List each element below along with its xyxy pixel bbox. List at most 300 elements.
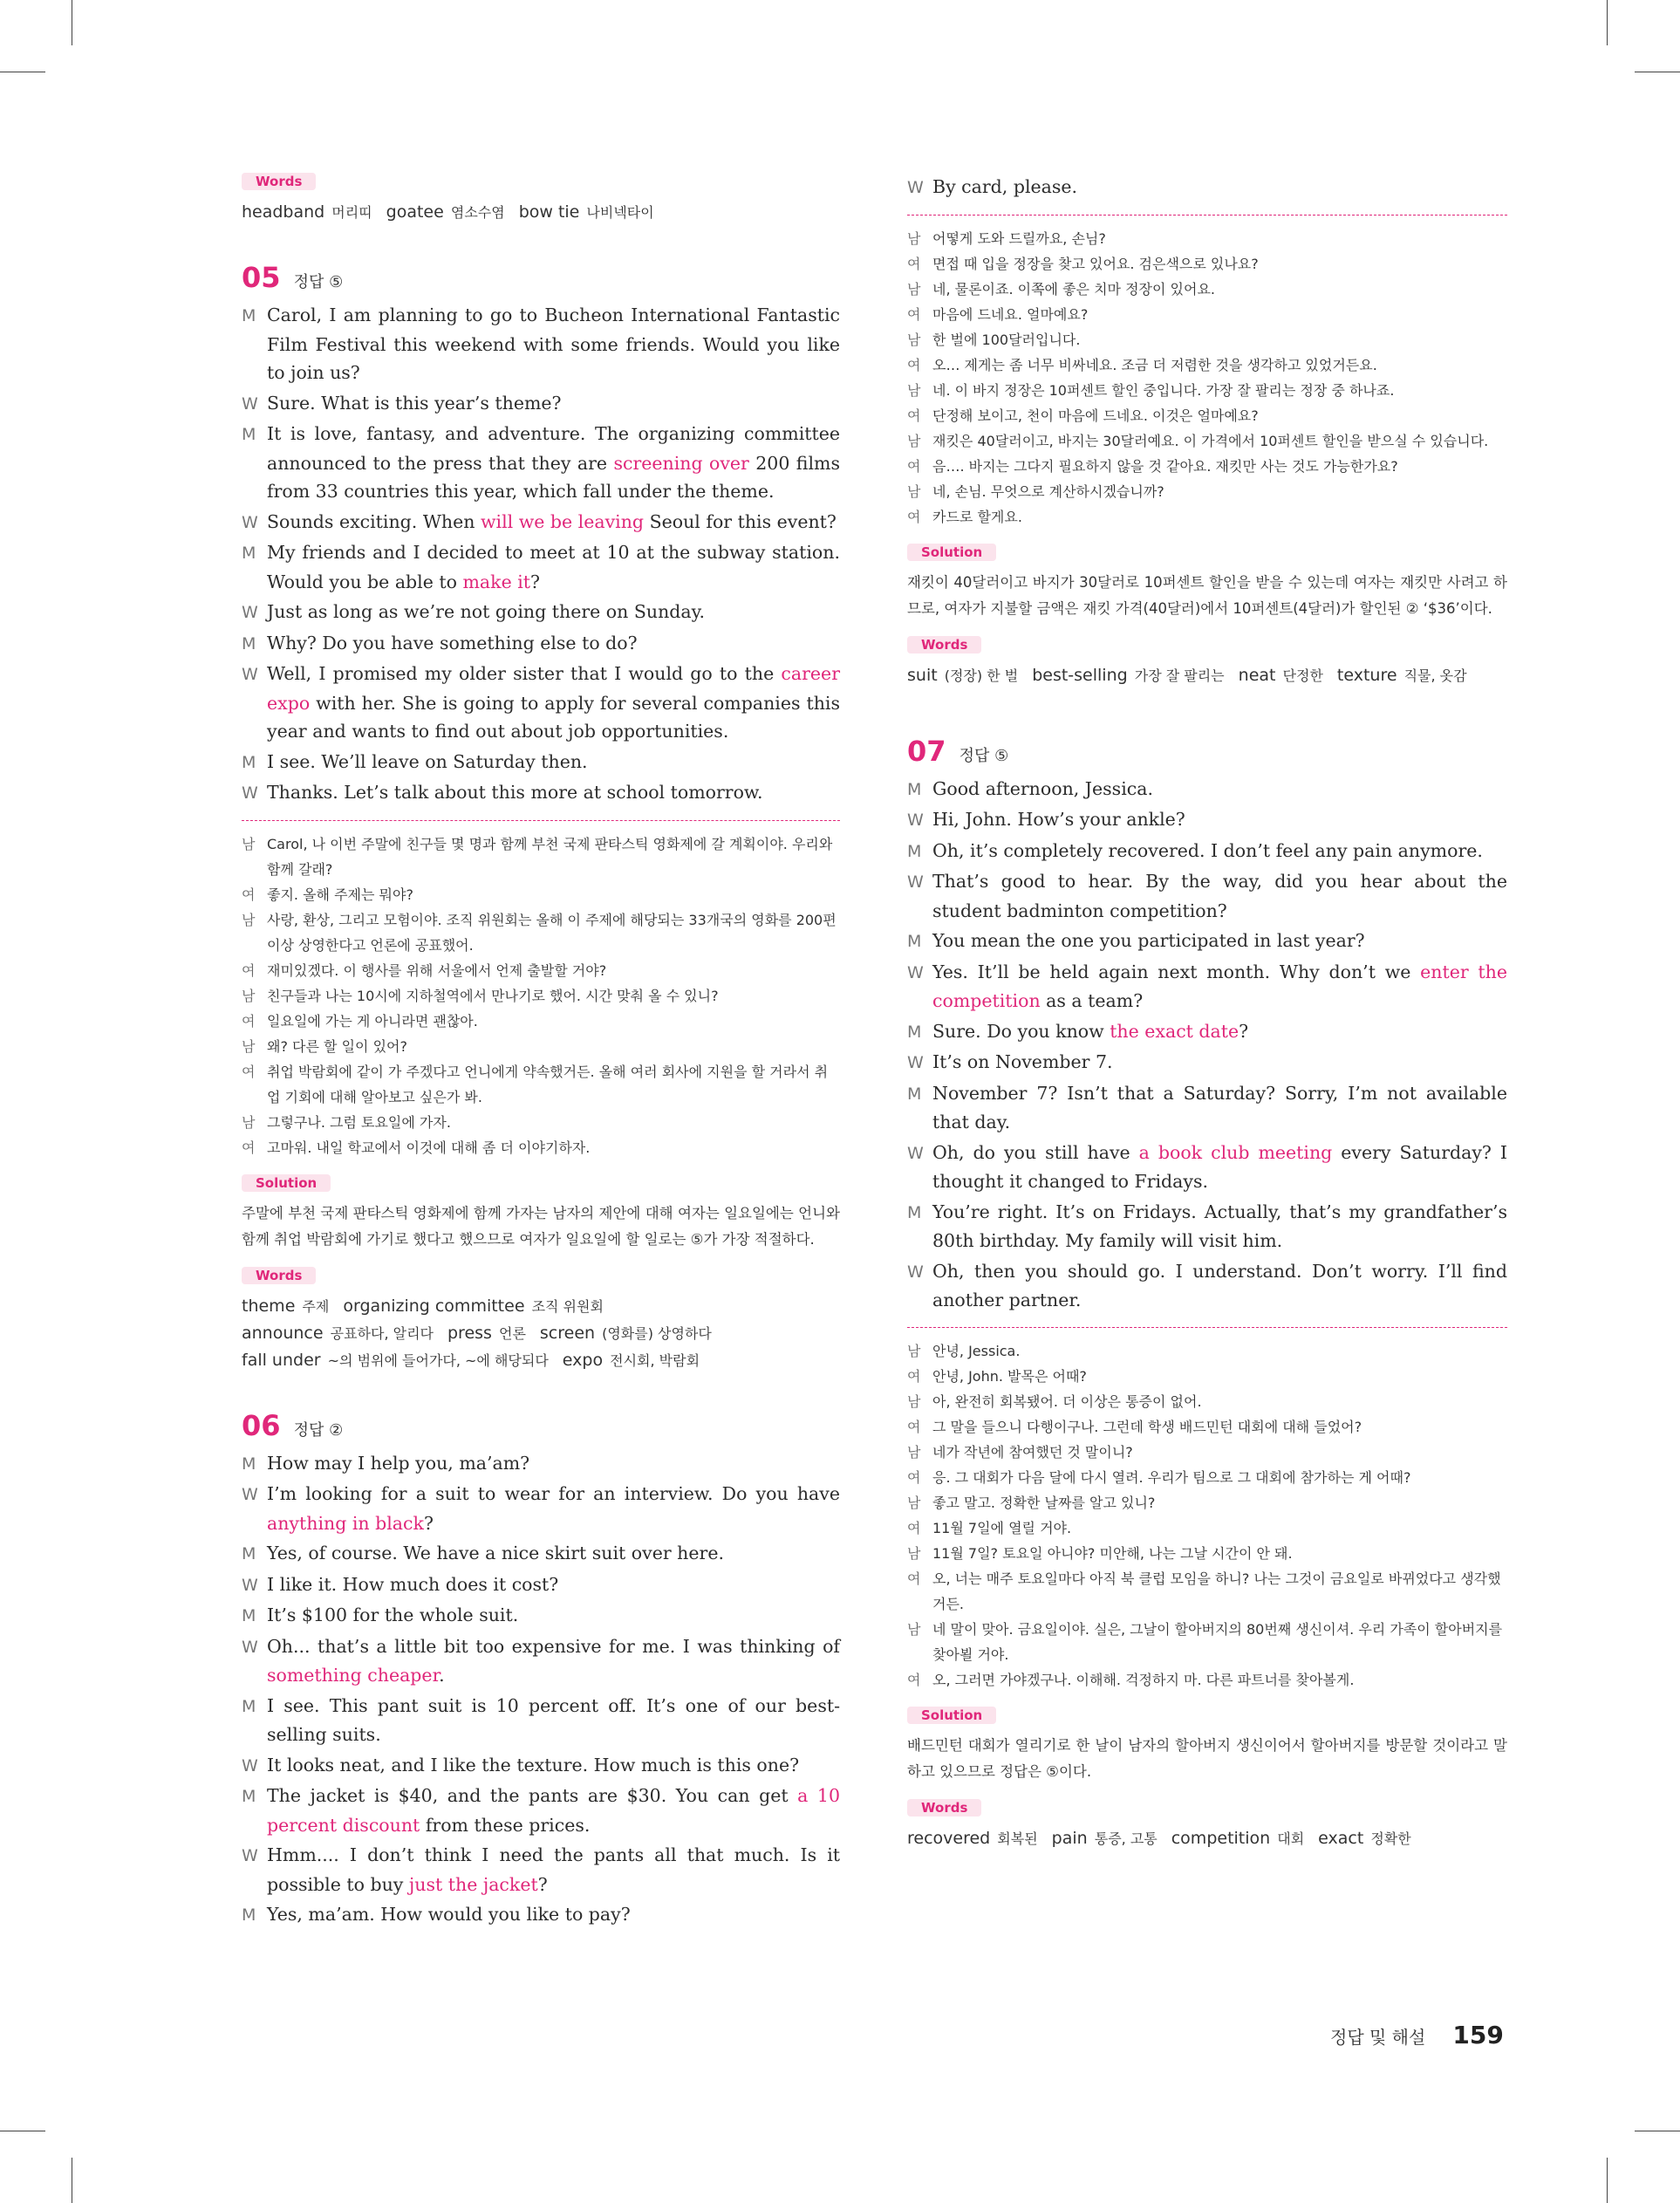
speaker-label: M (242, 1787, 256, 1806)
dialogue-text: By card, please. (932, 176, 1078, 197)
word-en: best-selling (1032, 665, 1133, 685)
speaker-label: 남 (907, 432, 921, 449)
dialogue-line (242, 629, 840, 659)
dialogue-line (907, 837, 1507, 866)
translation-text: 단정해 보이고, 천이 마음에 드네요. 이것은 얼마예요? (932, 407, 1259, 424)
speaker-label: 남 (907, 331, 921, 348)
dialogue-text: It’s on November 7. (932, 1051, 1113, 1072)
dialogue-line (907, 867, 1507, 925)
word-ko: (영화를) 상영하다 (602, 1324, 712, 1342)
highlighted-phrase: career expo (267, 663, 840, 714)
translation-line (907, 226, 1507, 251)
translation-text: 재미있겠다. 이 행사를 위해 서울에서 언제 출발할 거야? (267, 961, 607, 979)
words-line (242, 1293, 840, 1320)
word-en: pain (1051, 1828, 1093, 1848)
words-list (907, 662, 1507, 689)
q07-translation (907, 1338, 1507, 1693)
translation-line (907, 1515, 1507, 1541)
word-ko: 언론 (498, 1324, 526, 1342)
answer-label: 정답 ② (293, 1420, 344, 1440)
words-line (242, 1320, 840, 1347)
q06-solution (907, 544, 1507, 622)
right-column (907, 173, 1507, 1852)
speaker-label: 여 (907, 457, 921, 475)
word-en: neat (1238, 665, 1281, 685)
dialogue-line (907, 927, 1507, 956)
translation-text: 응. 그 대회가 다음 달에 다시 열려. 우리가 팀으로 그 대회에 참가하는 게 어때? (932, 1468, 1411, 1486)
translation-text: 친구들과 나는 10시에 지하철역에서 만나기로 했어. 시간 맞춰 올 수 있니? (267, 987, 719, 1004)
dialogue-text: as a team? (1040, 990, 1144, 1011)
translation-text: 오… 제게는 좀 너무 비싸네요. 조금 더 저렴한 것을 생각하고 있었거든요. (932, 356, 1377, 373)
dialogue-text: Yes, ma’am. How would you like to pay? (267, 1904, 631, 1925)
speaker-label: M (242, 544, 256, 563)
highlighted-phrase: make it (462, 571, 531, 592)
speaker-label: W (242, 665, 258, 684)
translation-line (907, 378, 1507, 403)
word-ko: 대회 (1277, 1830, 1305, 1847)
word-en: theme (242, 1296, 301, 1316)
dialogue-line (242, 1632, 840, 1690)
speaker-label: 남 (907, 1342, 921, 1359)
speaker-label: M (907, 841, 922, 861)
translation-text: 취업 박람회에 같이 가 주겠다고 언니에게 약속했거든. 올해 여러 회사에 지원을 할 거라서 취업 기회에 대해 알아보고 싶은가 봐. (267, 1063, 829, 1105)
speaker-label: W (907, 178, 924, 197)
translation-line (907, 1440, 1507, 1465)
word-en: headband (242, 202, 331, 222)
dialogue-line (907, 1257, 1507, 1315)
highlighted-phrase: anything in black (267, 1512, 424, 1534)
dialogue-text: Oh, then you should go. I understand. Don’t worry. I’ll find another partner. (932, 1260, 1507, 1310)
solution-tag: Solution (242, 1174, 331, 1192)
words-box-top (242, 173, 840, 226)
word-en: organizing committee (343, 1296, 530, 1316)
speaker-label: 남 (907, 280, 921, 298)
dialogue-line (242, 1539, 840, 1569)
translation-text: 카드로 할게요. (932, 508, 1022, 525)
dialogue-text: The jacket is $40, and the pants are $30. You can get (267, 1785, 798, 1806)
translation-line (907, 1338, 1507, 1364)
translation-text: 음…. 바지는 그다지 필요하지 않을 것 같아요. 재킷만 사는 것도 가능한가요? (932, 457, 1398, 475)
word-ko: 직물, 옷감 (1403, 667, 1467, 684)
dialogue-text: You’re right. It’s on Fridays. Actually, that’s my grandfather’s 80th birthday. My family will visit him. (932, 1201, 1507, 1251)
dialogue-text: Oh, do you still have (932, 1141, 1139, 1163)
translation-line (907, 454, 1507, 479)
translation-text: 네 말이 맞아. 금요일이야. 실은, 그날이 할아버지의 80번째 생신이셔. 우리 가족이 할아버지를 찾아뵐 거야. (932, 1620, 1503, 1663)
dialogue-text: I see. We’ll leave on Saturday then. (267, 750, 588, 772)
divider (907, 1327, 1507, 1328)
translation-line (242, 1110, 840, 1135)
speaker-label: 여 (907, 1418, 921, 1435)
page-footer (1330, 2021, 1505, 2049)
translation-text: 면접 때 입을 정장을 찾고 있어요. 검은색으로 있나요? (932, 255, 1259, 272)
dialogue-text: Seoul for this event? (644, 510, 837, 532)
speaker-label: W (907, 811, 924, 830)
speaker-label: M (907, 932, 922, 951)
translation-text: 네. 이 바지 정장은 10퍼센트 할인 중입니다. 가장 잘 팔리는 정장 중 하나죠. (932, 381, 1395, 399)
word-en: press (447, 1323, 497, 1343)
speaker-label: 여 (907, 255, 921, 272)
translation-line (907, 1490, 1507, 1515)
translation-text: 11월 7일에 열릴 거야. (932, 1519, 1072, 1536)
dialogue-line (242, 598, 840, 627)
answer-label: 정답 ⑤ (959, 746, 1009, 765)
dialogue-text: Hmm.... I don’t think I need the pants all that much. Is it possible to buy (267, 1844, 840, 1895)
dialogue-line (242, 1900, 840, 1930)
translation-text: 그 말을 들으니 다행이구나. 그런데 학생 배드민턴 대회에 대해 들었어? (932, 1418, 1362, 1435)
words-tag: Words (907, 1799, 981, 1816)
translation-text: 좋고 말고. 정확한 날짜를 알고 있니? (932, 1494, 1156, 1511)
speaker-label: 남 (907, 1620, 921, 1638)
crop-mark (1607, 0, 1608, 45)
dialogue-text: Well, I promised my older sister that I would go to the (267, 663, 782, 684)
translation-line (242, 1009, 840, 1034)
dialogue-line (242, 1601, 840, 1631)
q07-dialogue (907, 775, 1507, 1315)
dialogue-text: It looks neat, and I like the texture. How much is this one? (267, 1754, 800, 1775)
dialogue-text: You mean the one you participated in last year? (932, 930, 1365, 951)
q06-words (907, 636, 1507, 689)
question-number: 07 (907, 734, 946, 768)
translation-line (907, 1364, 1507, 1389)
translation-text: 안녕, Jessica. (932, 1342, 1021, 1359)
translation-text: 고마워. 내일 학교에서 이것에 대해 좀 더 이야기하자. (267, 1139, 591, 1156)
dialogue-text: Sure. Do you know (932, 1020, 1110, 1042)
speaker-label: W (907, 1262, 924, 1282)
word-ko: 주제 (302, 1297, 330, 1315)
dialogue-text: 200 films from 33 countries this year, which fall under the theme. (267, 452, 840, 502)
question-06-header (242, 1409, 840, 1444)
translation-line (242, 983, 840, 1009)
dialogue-line (242, 301, 840, 387)
speaker-label: W (242, 603, 258, 622)
q06-dialogue (242, 1449, 840, 1930)
dialogue-line (907, 1048, 1507, 1078)
speaker-label: 남 (242, 1037, 256, 1055)
word-en: texture (1336, 665, 1403, 685)
dialogue-line (242, 1751, 840, 1781)
word-ko: ~의 범위에 들어가다, ~에 해당되다 (327, 1351, 549, 1369)
translation-line (907, 352, 1507, 378)
translation-text: Carol, 나 이번 주말에 친구들 몇 명과 함께 부천 국제 판타스틱 영화제에 갈 계획이야. 우리와 함께 갈래? (267, 835, 833, 878)
speaker-label: 여 (907, 1570, 921, 1587)
dialogue-line (242, 1480, 840, 1537)
words-tag: Words (242, 173, 316, 190)
word-en: bow tie (518, 202, 585, 222)
words-tag: Words (907, 636, 981, 653)
dialogue-text: Just as long as we’re not going there on Sunday. (267, 601, 706, 622)
speaker-label: M (242, 1696, 256, 1716)
translation-line (907, 1465, 1507, 1490)
speaker-label: W (242, 1846, 258, 1865)
dialogue-text: Hi, John. How’s your ankle? (932, 809, 1185, 830)
speaker-label: W (907, 872, 924, 892)
speaker-label: M (242, 633, 256, 653)
dialogue-text: every Saturday? I thought it changed to Fridays. (932, 1141, 1508, 1192)
translation-text: 마음에 드네요. 얼마예요? (932, 305, 1089, 323)
translation-text: 아, 완전히 회복됐어. 더 이상은 통증이 없어. (932, 1392, 1202, 1410)
translation-line (242, 831, 840, 882)
word-en: announce (242, 1323, 329, 1343)
highlighted-phrase: a book club meeting (1138, 1141, 1333, 1163)
q05-dialogue (242, 301, 840, 808)
translation-line (907, 428, 1507, 454)
word-ko: (정장) 한 벌 (944, 667, 1019, 684)
translation-text: 한 벌에 100달러입니다. (932, 331, 1081, 348)
solution-text: 재킷이 40달러이고 바지가 30달러로 10퍼센트 할인을 받을 수 있는데 여자는 재킷만 사려고 하므로, 여자가 지불할 금액은 재킷 가격(40달러)에서 10퍼센트(4달러)가 할인된 ② ‘$36’이다. (907, 573, 1507, 617)
highlighted-phrase: enter the competition (932, 961, 1507, 1011)
dialogue-text: Why? Do you have something else to do? (267, 632, 638, 653)
word-ko: 나비넥타이 (586, 204, 654, 221)
speaker-label: W (907, 1143, 924, 1163)
translation-text: 일요일에 가는 게 아니라면 괜찮아. (267, 1012, 478, 1030)
translation-text: 그렇구나. 그럼 토요일에 가자. (267, 1113, 451, 1131)
q05-words (242, 1267, 840, 1374)
q07-solution (907, 1707, 1507, 1785)
translation-text: 11월 7일? 토요일 아니야? 미안해, 나는 그날 시간이 안 돼. (932, 1544, 1293, 1562)
translation-text: 어떻게 도와 드릴까요, 손님? (932, 229, 1106, 247)
words-line (242, 199, 840, 226)
translation-line (907, 251, 1507, 277)
translation-line (907, 504, 1507, 530)
dialogue-text: from these prices. (420, 1814, 591, 1836)
translation-line (242, 1135, 840, 1160)
dialogue-text: with her. She is going to apply for several companies this year and wants to find out about job opportunities. (267, 692, 840, 742)
highlighted-phrase: a 10 percent discount (267, 1785, 841, 1836)
highlighted-phrase: the exact date (1110, 1020, 1240, 1042)
dialogue-line (907, 1139, 1507, 1196)
dialogue-text: How may I help you, ma’am? (267, 1452, 530, 1474)
speaker-label: 남 (907, 229, 921, 247)
dialogue-text: I see. This pant suit is 10 percent off. It’s one of our best-selling suits. (267, 1694, 840, 1745)
speaker-label: M (242, 306, 256, 325)
dialogue-line (242, 1570, 840, 1600)
speaker-label: 여 (907, 305, 921, 323)
speaker-label: 여 (242, 1063, 256, 1080)
translation-line (907, 403, 1507, 428)
dialogue-text: ? (423, 1512, 434, 1534)
crop-mark (1607, 2158, 1608, 2203)
speaker-label: M (907, 1022, 922, 1042)
q06-dialogue-continued (907, 173, 1507, 202)
dialogue-line (242, 1782, 840, 1839)
speaker-label: M (907, 779, 922, 799)
dialogue-text: ? (530, 571, 541, 592)
words-list (242, 1293, 840, 1374)
speaker-label: 여 (907, 1671, 921, 1688)
dialogue-text: Oh... that’s a little bit too expensive for me. I was thinking of (267, 1635, 840, 1657)
translation-line (907, 1414, 1507, 1440)
speaker-label: 남 (242, 987, 256, 1004)
word-ko: 조직 위원회 (531, 1297, 604, 1315)
dialogue-text: I like it. How much does it cost? (267, 1573, 559, 1595)
speaker-label: W (242, 783, 258, 803)
translation-line (907, 1541, 1507, 1566)
highlighted-phrase: will we be leaving (480, 510, 645, 532)
speaker-label: 여 (242, 886, 256, 903)
dialogue-line (907, 805, 1507, 835)
word-ko: 염소수염 (450, 204, 505, 221)
speaker-label: W (242, 1575, 258, 1595)
speaker-label: M (242, 752, 256, 772)
translation-line (242, 882, 840, 907)
translation-text: 네, 물론이죠. 이쪽에 좋은 치마 정장이 있어요. (932, 280, 1215, 298)
speaker-label: W (907, 1053, 924, 1072)
translation-line (907, 479, 1507, 504)
word-ko: 통증, 고통 (1094, 1830, 1158, 1847)
speaker-label: W (242, 512, 258, 532)
translation-line (907, 1389, 1507, 1414)
word-ko: 가장 잘 팔리는 (1134, 667, 1225, 684)
solution-text: 주말에 부천 국제 판타스틱 영화제에 함께 가자는 남자의 제안에 대해 여자는 일요일에는 언니와 함께 취업 박람회에 가기로 했다고 했으므로 여자가 일요일에 할 일로는 ⑤가 가장 적절하다. (242, 1204, 840, 1248)
dialogue-text: Oh, it’s completely recovered. I don’t feel any pain anymore. (932, 839, 1483, 861)
speaker-label: M (242, 1454, 256, 1474)
word-en: goatee (386, 202, 449, 222)
question-05-header (242, 261, 840, 296)
translation-line (907, 1667, 1507, 1693)
speaker-label: M (907, 1084, 922, 1104)
word-ko: 머리띠 (331, 204, 372, 221)
dialogue-line (907, 1198, 1507, 1255)
dialogue-text: Sounds exciting. When (267, 510, 481, 532)
dialogue-text: Thanks. Let’s talk about this more at school tomorrow. (267, 782, 763, 803)
question-number: 05 (242, 261, 281, 294)
word-ko: 단정한 (1282, 667, 1323, 684)
translation-text: 오, 너는 매주 토요일마다 아직 북 클럽 모임을 하니? 나는 그것이 금요일로 바뀌었다고 생각했거든. (932, 1570, 1501, 1612)
speaker-label: 남 (242, 1113, 256, 1131)
translation-line (907, 327, 1507, 352)
speaker-label: 남 (907, 1392, 921, 1410)
translation-text: 네, 손님. 무엇으로 계산하시겠습니까? (932, 482, 1164, 500)
dialogue-text: Sure. What is this year’s theme? (267, 392, 562, 414)
speaker-label: 남 (907, 1494, 921, 1511)
dialogue-text: Carol, I am planning to go to Bucheon International Fantastic Film Festival this weekend with some friends. Would you like to join us? (267, 304, 840, 383)
translation-text: 안녕, John. 발목은 어때? (932, 1367, 1087, 1385)
speaker-label: 남 (907, 482, 921, 500)
solution-tag: Solution (907, 544, 996, 561)
q05-solution (242, 1174, 840, 1253)
dialogue-line (242, 1449, 840, 1479)
translation-text: 오, 그러면 가야겠구나. 이해해. 걱정하지 마. 다른 파트너를 찾아볼게. (932, 1671, 1355, 1688)
words-list (907, 1825, 1507, 1852)
word-ko: 정확한 (1370, 1830, 1411, 1847)
translation-line (242, 1034, 840, 1059)
translation-line (907, 302, 1507, 327)
highlighted-phrase: screening over (613, 452, 749, 474)
dialogue-text: ? (537, 1873, 548, 1895)
footer-label: 정답 및 해설 (1330, 2027, 1426, 2048)
word-en: screen (539, 1323, 601, 1343)
dialogue-line (907, 1017, 1507, 1047)
dialogue-text: Good afternoon, Jessica. (932, 777, 1153, 799)
dialogue-text: That’s good to hear. By the way, did you hear about the student badminton competition? (932, 871, 1507, 921)
word-en: fall under (242, 1350, 326, 1370)
translation-text: 좋지. 올해 주제는 뭐야? (267, 886, 413, 903)
speaker-label: W (242, 1637, 258, 1657)
translation-text: 사랑, 환상, 그리고 모험이야. 조직 위원회는 올해 이 주제에 해당되는 33개국의 영화를 200편 이상 상영한다고 언론에 공표했어. (267, 911, 837, 954)
speaker-label: 남 (242, 835, 256, 852)
translation-line (242, 907, 840, 958)
page-number: 159 (1452, 2021, 1504, 2049)
q06-translation (907, 226, 1507, 530)
speaker-label: 여 (907, 356, 921, 373)
word-en: expo (562, 1350, 609, 1370)
words-line (907, 1825, 1507, 1852)
word-en: suit (907, 665, 943, 685)
speaker-label: W (242, 1485, 258, 1504)
word-en: exact (1318, 1828, 1369, 1848)
speaker-label: M (242, 1606, 256, 1625)
translation-text: 왜? 다른 할 일이 있어? (267, 1037, 407, 1055)
dialogue-line (907, 958, 1507, 1016)
translation-text: 네가 작년에 참여했던 것 말이니? (932, 1443, 1133, 1461)
speaker-label: W (242, 393, 258, 414)
speaker-label: 여 (907, 407, 921, 424)
speaker-label: M (242, 425, 256, 444)
dialogue-line (907, 775, 1507, 804)
dialogue-line (907, 1079, 1507, 1137)
word-ko: 공표하다, 알리다 (330, 1324, 434, 1342)
divider (907, 215, 1507, 216)
answer-label: 정답 ⑤ (293, 273, 344, 291)
q05-translation (242, 831, 840, 1160)
dialogue-text: . (439, 1665, 445, 1686)
dialogue-line (242, 748, 840, 777)
dialogue-text: Yes. It’ll be held again next month. Why don’t we (932, 961, 1421, 982)
words-line (907, 662, 1507, 689)
speaker-label: 여 (242, 961, 256, 979)
dialogue-line (242, 508, 840, 537)
q07-words (907, 1799, 1507, 1852)
dialogue-text: November 7? Isn’t that a Saturday? Sorry, I’m not available that day. (932, 1082, 1507, 1132)
speaker-label: M (907, 1202, 922, 1222)
dialogue-line (242, 420, 840, 506)
words-tag: Words (242, 1267, 316, 1284)
dialogue-line (242, 538, 840, 596)
solution-text: 배드민턴 대회가 열리기로 한 날이 남자의 할아버지 생신이어서 할아버지를 방문할 것이라고 말하고 있으므로 정답은 ⑤이다. (907, 1736, 1507, 1780)
speaker-label: 남 (242, 911, 256, 928)
speaker-label: 남 (907, 1544, 921, 1562)
dialogue-text: It’s $100 for the whole suit. (267, 1604, 519, 1625)
question-number: 06 (242, 1408, 281, 1442)
dialogue-line (242, 389, 840, 419)
speaker-label: 여 (242, 1012, 256, 1030)
highlighted-phrase: something cheaper (267, 1665, 440, 1686)
speaker-label: 여 (907, 1367, 921, 1385)
speaker-label: M (242, 1544, 256, 1563)
word-en: recovered (907, 1828, 996, 1848)
dialogue-line (242, 1841, 840, 1899)
left-column (242, 173, 840, 1932)
translation-line (242, 1059, 840, 1110)
question-07-header (907, 735, 1507, 770)
speaker-label: 남 (907, 381, 921, 399)
dialogue-text: My friends and I decided to meet at 10 at the subway station. Would you be able to (267, 542, 840, 592)
divider (242, 820, 840, 821)
word-ko: 회복된 (997, 1830, 1038, 1847)
translation-line (242, 958, 840, 983)
dialogue-line (242, 1692, 840, 1749)
speaker-label: 남 (907, 1443, 921, 1461)
translation-line (907, 277, 1507, 302)
translation-line (907, 1617, 1507, 1667)
dialogue-text: Yes, of course. We have a nice skirt suit over here. (267, 1543, 724, 1563)
speaker-label: W (907, 962, 924, 982)
translation-text: 재킷은 40달러이고, 바지는 30달러예요. 이 가격에서 10퍼센트 할인을 받으실 수 있습니다. (932, 432, 1489, 449)
speaker-label: 여 (907, 1468, 921, 1486)
dialogue-line (907, 173, 1507, 202)
speaker-label: 여 (907, 1519, 921, 1536)
translation-line (907, 1566, 1507, 1617)
